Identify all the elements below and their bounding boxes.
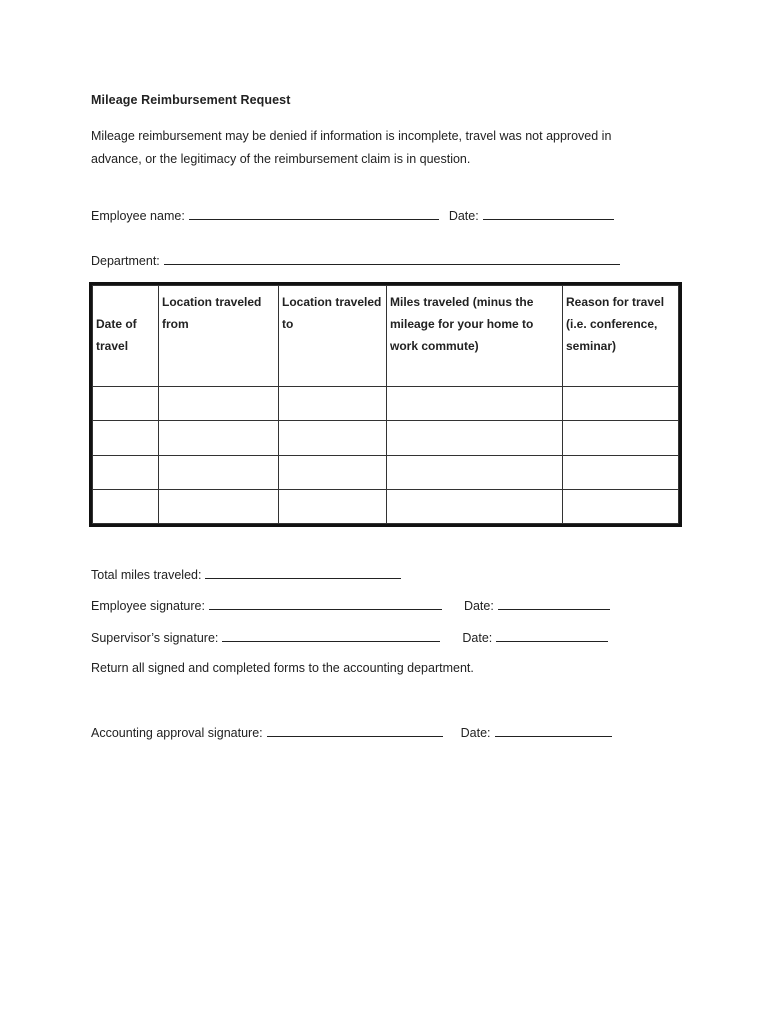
employee-name-row [91, 207, 614, 223]
intro-line-1: Mileage reimbursement may be denied if information is incomplete, travel was not approved in [91, 129, 612, 143]
table-cell[interactable] [563, 387, 679, 421]
accounting-signature-field[interactable] [267, 724, 443, 737]
intro-line-2: advance, or the legitimacy of the reimbursement claim is in question. [91, 152, 471, 166]
table-header-row [93, 286, 679, 387]
table-cell[interactable] [387, 387, 563, 421]
employee-signature-field[interactable] [209, 597, 442, 610]
table-cell[interactable] [563, 455, 679, 489]
table-row [93, 387, 679, 421]
table-cell[interactable] [159, 455, 279, 489]
employee-name-label: Employee name: [91, 209, 185, 223]
header-location-from: Location traveled from [159, 286, 279, 387]
intro-paragraph [91, 125, 671, 171]
header-location-to: Location traveled to [279, 286, 387, 387]
total-miles-row [91, 566, 401, 582]
supervisor-signature-field[interactable] [222, 629, 440, 642]
employee-date-field[interactable] [483, 207, 614, 220]
employee-signature-row [91, 597, 610, 613]
table-cell[interactable] [93, 455, 159, 489]
table-cell[interactable] [93, 387, 159, 421]
table-cell[interactable] [279, 421, 387, 455]
table-row [93, 489, 679, 523]
table-cell[interactable] [93, 421, 159, 455]
table-row [93, 455, 679, 489]
table-cell[interactable] [159, 489, 279, 523]
return-note: Return all signed and completed forms to the accounting department. [91, 661, 474, 675]
employee-signature-date-field[interactable] [498, 597, 610, 610]
employee-name-field[interactable] [189, 207, 439, 220]
table-cell[interactable] [563, 489, 679, 523]
header-date-of-travel: Date of travel [93, 286, 159, 387]
accounting-signature-label: Accounting approval signature: [91, 726, 263, 740]
table-cell[interactable] [279, 489, 387, 523]
travel-table [89, 282, 682, 527]
supervisor-signature-date-field[interactable] [496, 629, 608, 642]
table-cell[interactable] [279, 455, 387, 489]
table-cell[interactable] [159, 421, 279, 455]
supervisor-signature-label: Supervisor’s signature: [91, 631, 219, 645]
total-miles-field[interactable] [205, 566, 401, 579]
header-reason: Reason for travel (i.e. conference, seminar) [563, 286, 679, 387]
total-miles-label: Total miles traveled: [91, 568, 202, 582]
table-cell[interactable] [563, 421, 679, 455]
department-row [91, 252, 620, 268]
table-cell[interactable] [387, 421, 563, 455]
employee-signature-date-label: Date: [463, 599, 494, 613]
table-cell[interactable] [93, 489, 159, 523]
supervisor-signature-date-label: Date: [462, 631, 493, 645]
supervisor-signature-row [91, 629, 608, 645]
table-row [93, 421, 679, 455]
form-title: Mileage Reimbursement Request [91, 93, 291, 107]
accounting-approval-row [91, 724, 612, 740]
accounting-date-label: Date: [460, 726, 491, 740]
table-cell[interactable] [279, 387, 387, 421]
table-cell[interactable] [387, 489, 563, 523]
department-label: Department: [91, 254, 160, 268]
table-cell[interactable] [159, 387, 279, 421]
employee-date-label: Date: [448, 209, 479, 223]
table-cell[interactable] [387, 455, 563, 489]
department-field[interactable] [164, 252, 620, 265]
header-miles-traveled: Miles traveled (minus the mileage for your home to work commute) [387, 286, 563, 387]
employee-signature-label: Employee signature: [91, 599, 205, 613]
travel-table-grid [92, 285, 679, 524]
accounting-date-field[interactable] [495, 724, 612, 737]
